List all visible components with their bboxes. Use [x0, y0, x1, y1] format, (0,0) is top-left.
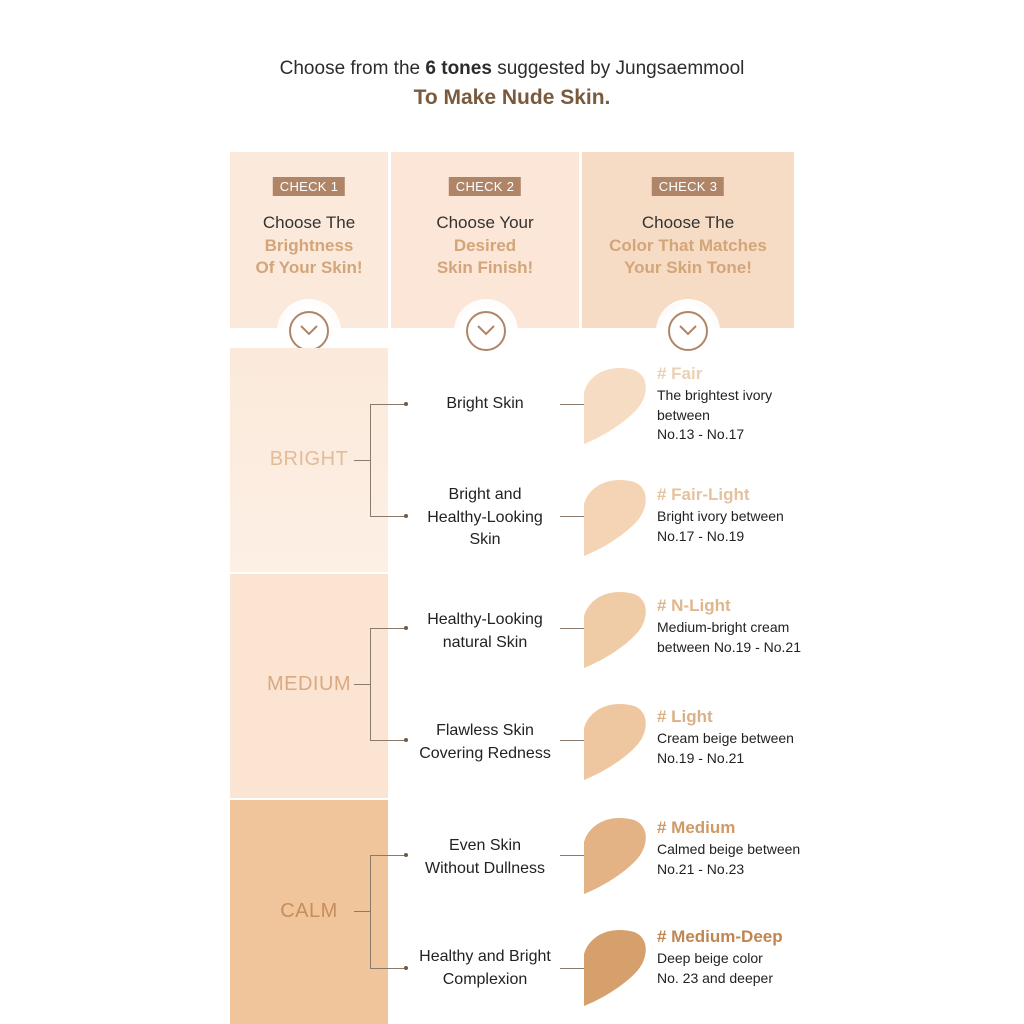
foundation-swatch	[582, 816, 648, 894]
finish-option	[408, 835, 562, 880]
check-3-line3: Your Skin Tone!	[624, 258, 752, 277]
finish-option	[408, 946, 562, 991]
finish-line: Healthy and Bright	[419, 948, 551, 965]
shade-description	[657, 618, 827, 657]
foundation-swatch	[582, 366, 648, 444]
shade-description	[657, 386, 827, 445]
finish-line: Covering Redness	[419, 744, 551, 762]
foundation-swatch	[582, 702, 648, 780]
foundation-swatch	[582, 478, 648, 556]
shade-desc-line: Bright ivory between	[657, 508, 784, 524]
shade-name: # Medium-Deep	[657, 927, 783, 946]
shade-name: # Fair-Light	[657, 485, 750, 504]
connector-line	[370, 968, 406, 969]
shade-info	[657, 596, 827, 657]
shade-desc-line: Deep beige color	[657, 950, 763, 966]
shade-desc-line: No.17 - No.19	[657, 527, 745, 544]
shade-name: # Fair	[657, 364, 703, 383]
shade-name: # Light	[657, 707, 713, 726]
finish-line: Bright Skin	[446, 395, 524, 412]
chevron-down-icon	[460, 305, 512, 357]
brightness-label: CALM	[280, 900, 338, 922]
intro-post: suggested by Jungsaemmool	[497, 58, 745, 79]
finish-option	[408, 393, 562, 416]
check-1-line1: Choose The	[262, 213, 356, 232]
shade-description	[657, 949, 827, 988]
check-1-text	[230, 212, 388, 280]
shade-description	[657, 507, 827, 546]
intro-pre: Choose from the	[279, 58, 421, 79]
shade-name: # Medium	[657, 818, 736, 837]
finish-option	[408, 484, 562, 552]
finish-line: Healthy-Looking	[427, 508, 543, 526]
shade-desc-line: No.19 - No.21	[657, 749, 745, 766]
finish-line: Healthy-Looking	[427, 611, 543, 628]
finish-line: Bright and	[448, 486, 522, 503]
check-2-text	[391, 212, 579, 280]
connector-line	[354, 684, 370, 685]
check-2-line3: Skin Finish!	[436, 258, 534, 277]
connector-line	[370, 404, 406, 405]
check-3-badge: CHECK 3	[652, 177, 724, 196]
check-1-column	[230, 152, 388, 328]
connector-line	[370, 404, 371, 517]
check-2-line1: Choose Your	[436, 213, 534, 232]
brightness-band-medium	[230, 574, 388, 798]
shade-info	[657, 818, 827, 879]
intro-text	[0, 58, 1024, 80]
shade-desc-line: between	[657, 406, 710, 423]
shade-desc-line: The brightest ivory	[657, 387, 773, 403]
check-3-line1: Choose The	[641, 213, 735, 232]
shade-desc-line: Cream beige between	[657, 730, 794, 746]
shade-info	[657, 927, 827, 988]
brightness-label: BRIGHT	[269, 448, 349, 470]
check-3-line2: Color That Matches	[609, 235, 767, 255]
connector-line	[370, 516, 406, 517]
check-3-column	[582, 152, 794, 328]
shade-desc-line: between No.19 - No.21	[657, 638, 801, 655]
check-2-column	[391, 152, 579, 328]
shade-desc-line: Medium-bright cream	[657, 619, 790, 635]
intro-bold: 6 tones	[425, 58, 492, 79]
finish-line: Even Skin	[448, 837, 522, 854]
shade-name: # N-Light	[657, 596, 731, 615]
finish-line: Without Dullness	[424, 859, 546, 877]
foundation-swatch	[582, 928, 648, 1006]
check-1-badge: CHECK 1	[273, 177, 345, 196]
connector-line	[370, 628, 371, 741]
finish-line: Skin	[469, 531, 501, 548]
brightness-label: MEDIUM	[266, 673, 352, 695]
shade-desc-line: No.13 - No.17	[657, 426, 745, 442]
shade-description	[657, 729, 827, 768]
shade-info	[657, 707, 827, 768]
finish-option	[408, 720, 562, 765]
connector-line	[370, 855, 406, 856]
brightness-band-calm	[230, 800, 388, 1024]
shade-info	[657, 364, 827, 445]
headline: To Make Nude Skin.	[413, 86, 611, 109]
connector-line	[370, 855, 371, 969]
finish-option	[408, 609, 562, 654]
connector-line	[370, 740, 406, 741]
chevron-down-icon	[662, 305, 714, 357]
finish-line: natural Skin	[442, 633, 528, 651]
check-2-badge: CHECK 2	[449, 177, 521, 196]
shade-info	[657, 485, 827, 546]
connector-line	[370, 628, 406, 629]
foundation-swatch	[582, 590, 648, 668]
finish-line: Complexion	[442, 970, 528, 988]
finish-line: Flawless Skin	[436, 722, 534, 739]
check-1-line2: Brightness	[264, 235, 354, 255]
check-3-text	[582, 212, 794, 280]
shade-desc-line: No.21 - No.23	[657, 860, 745, 877]
shade-desc-line: Calmed beige between	[657, 841, 801, 857]
connector-line	[354, 460, 370, 461]
shade-description	[657, 840, 827, 879]
connector-line	[354, 911, 370, 912]
check-1-line3: Of Your Skin!	[255, 258, 363, 277]
shade-desc-line: No. 23 and deeper	[657, 969, 773, 986]
check-2-line2: Desired	[453, 235, 517, 255]
